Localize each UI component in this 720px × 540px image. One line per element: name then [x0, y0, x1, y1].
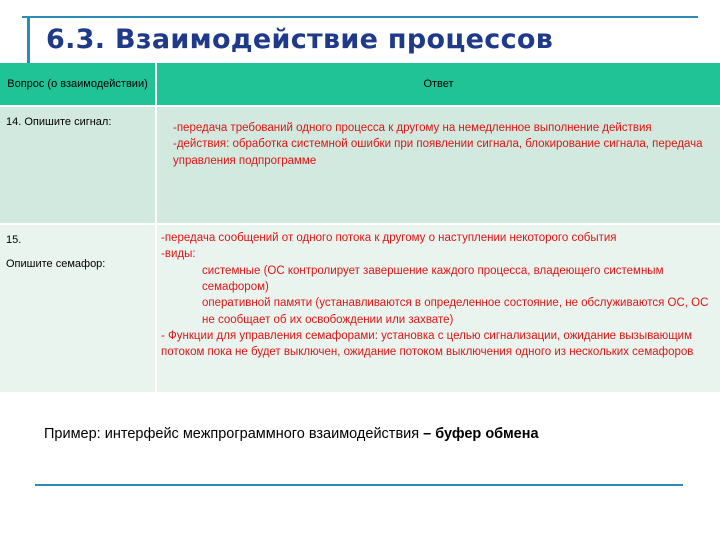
bottom-rule — [35, 484, 683, 486]
question-text: 14. Опишите сигнал: — [6, 116, 112, 128]
header-question: Вопрос (о взаимодействии) — [0, 63, 156, 106]
title-accent-bar — [27, 16, 30, 66]
answer-line: -действия: обработка системной ошибки при появлении сигнала, блокирование сигнала, передача управления подпрограмме — [173, 138, 703, 167]
header-answer: Ответ — [156, 63, 720, 106]
question-cell — [0, 224, 156, 392]
answer-line: -передача требований одного процесса к другому на немедленное выполнение действия — [173, 122, 652, 134]
table-row — [0, 106, 720, 224]
question-number: 15. — [6, 234, 22, 246]
example-text: Пример: интерфейс межпрограммного взаимодействия — [44, 426, 424, 442]
answer-line: системные (ОС контролирует завершение каждого процесса, владеющего системным семафором) — [202, 264, 664, 293]
answer-cell — [156, 224, 720, 392]
example-emphasis: – буфер обмена — [423, 426, 539, 442]
question-text: Опишите семафор: — [6, 258, 106, 271]
table-header-row — [0, 63, 720, 106]
answer-cell — [156, 106, 720, 224]
table-row — [0, 224, 720, 392]
answer-line: -виды: — [161, 248, 196, 261]
answer-line: оперативной памяти (устанавливаются в определенное состояние, не обслуживаются ОС, ОС не сообщает об их освобождении или захвате) — [202, 297, 709, 326]
answer-line: - Функции для управления семафорами: установка с целью сигнализации, ожидание вызывающим потоком пока не будет выключен, ожидание потоком выключения одного из нескольких семафоров — [161, 329, 694, 359]
qa-table — [0, 63, 720, 392]
question-cell — [0, 106, 156, 224]
slide-title: 6.3. Взаимодействие процессов — [46, 24, 554, 55]
answer-line: -передача сообщений от одного потока к другому о наступлении некоторого события — [161, 232, 617, 244]
top-rule — [22, 16, 698, 18]
example-note — [44, 426, 539, 442]
